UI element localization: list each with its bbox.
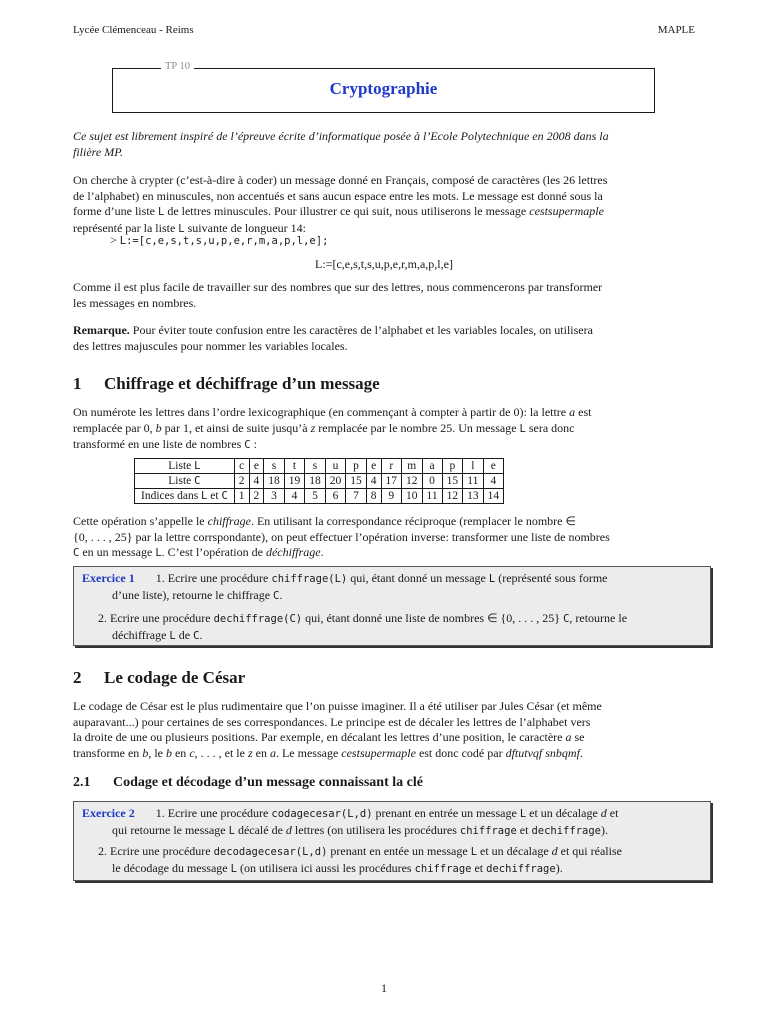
table-cell: c bbox=[234, 459, 249, 474]
table-cell: 18 bbox=[264, 474, 285, 489]
exercise-2-item-2: 2. Ecrire une procédure decodagecesar(L,d) prenant en entée un message L et un décalage d et qui réalise le décodage du message L (on utilisera ici aussi les procédures chiffrage et dechiffrage). bbox=[98, 844, 622, 875]
exercise-2-label: Exercice 2 bbox=[82, 806, 135, 820]
table-cell: 4 bbox=[483, 474, 504, 489]
table-cell: 19 bbox=[284, 474, 305, 489]
header-right: MAPLE bbox=[657, 24, 695, 36]
table-cell: e bbox=[366, 459, 381, 474]
exercise-1-box bbox=[73, 566, 711, 646]
table-row-header: Liste L bbox=[135, 459, 235, 474]
exercise-1-label: Exercice 1 bbox=[82, 571, 135, 585]
p2-line-1: Comme il est plus facile de travailler sur des nombres que sur des lettres, nous commencerons par transformer bbox=[73, 280, 603, 294]
maple-output-line: L:=[c,e,s,t,s,u,p,e,r,m,a,p,l,e] bbox=[315, 257, 453, 271]
table-row-codes bbox=[135, 474, 504, 489]
p1-line-3: forme d’une liste L de lettres minuscules. Pour illustrer ce qui suit, nous utiliserons le message cestsupermaple bbox=[73, 204, 604, 218]
remark-line-1: Remarque. Pour éviter toute confusion entre les caractères de l’alphabet et les variables locales, on utilisera bbox=[73, 323, 593, 337]
exercise-2-box bbox=[73, 801, 711, 881]
paragraph-1 bbox=[73, 173, 695, 237]
table-cell: 12 bbox=[402, 474, 423, 489]
subsection-2-1-heading: 2.1 Codage et décodage d’un message connaissant la clé bbox=[73, 775, 423, 790]
exercise-1-item-2: 2. Ecrire une procédure dechiffrage(C) qui, étant donné une liste de nombres ∈ {0, . . . , 25} C, retourne le déchiffrage L de C. bbox=[98, 611, 628, 642]
table-row-letters bbox=[135, 459, 504, 474]
table-cell: 14 bbox=[483, 489, 504, 504]
p1-line-2: de l’alphabet) en minuscules, non accentués et sans aucun espace entre les mots. Le message est donné sous la bbox=[73, 188, 603, 203]
table-cell: 9 bbox=[381, 489, 402, 504]
p1-line-4: représenté par la liste L suivante de longueur 14: bbox=[73, 220, 306, 235]
section-1-paragraph-1 bbox=[73, 405, 695, 454]
table-cell: a bbox=[422, 459, 442, 474]
table-cell: 7 bbox=[346, 489, 367, 504]
remark-paragraph bbox=[73, 323, 695, 354]
table-cell: 12 bbox=[442, 489, 463, 504]
page-number: 1 bbox=[381, 981, 387, 995]
title-box bbox=[112, 61, 655, 113]
s1p2-line-3: C en un message L. C’est l’opération de déchiffrage. bbox=[73, 545, 324, 559]
table-cell: s bbox=[305, 459, 326, 474]
table-cell: 1 bbox=[234, 489, 249, 504]
table-row-header: Liste C bbox=[135, 474, 235, 489]
s2p1-line-1: Le codage de César est le plus rudimentaire que l’on puisse imaginer. Il a été utiliser par Jules César (et même bbox=[73, 699, 602, 713]
table-cell: 0 bbox=[422, 474, 442, 489]
table-cell: 10 bbox=[402, 489, 423, 504]
table-row-header: Indices dans L et C bbox=[135, 489, 235, 504]
section-2-paragraph-1 bbox=[73, 699, 695, 761]
letter-code-table bbox=[134, 458, 504, 504]
exercise-2-item-1: Exercice 2 1. Ecrire une procédure codagecesar(L,d) prenant en entrée un message L et un décalage d et qui retourne le message L décalé de d lettres (on utilisera les procédures chiffrage et dechiffrage). bbox=[82, 806, 619, 837]
s2p1-line-3: la droite de une ou plusieurs positions. Par exemple, en décalant les lettres d’une position, le caractère a se bbox=[73, 730, 585, 744]
table-cell: m bbox=[402, 459, 423, 474]
s1p2-line-1: Cette opération s’appelle le chiffrage. En utilisant la correspondance réciproque (remplacer le nombre ∈ bbox=[73, 514, 576, 528]
exercise-1-item-1: Exercice 1 1. Ecrire une procédure chiffrage(L) qui, étant donné un message L (représenté sous forme d’une liste), retourne le chiffrage C. bbox=[82, 571, 608, 602]
p1-line-1: On cherche à crypter (c’est-à-dire à coder) un message donné en Français, composé de caractères (les 26 lettres bbox=[73, 173, 608, 187]
table-cell: 20 bbox=[325, 474, 346, 489]
table-cell: e bbox=[249, 459, 264, 474]
table-cell: p bbox=[346, 459, 367, 474]
table-cell: r bbox=[381, 459, 402, 474]
table-cell: p bbox=[442, 459, 463, 474]
p2-line-2: les messages en nombres. bbox=[73, 295, 197, 310]
table-cell: 15 bbox=[442, 474, 463, 489]
table-cell: 4 bbox=[249, 474, 264, 489]
section-2-heading: 2 Le codage de César bbox=[73, 668, 246, 687]
section-1-heading: 1 Chiffrage et déchiffrage d’un message bbox=[73, 374, 380, 393]
intro-line-1: Ce sujet est librement inspiré de l’épreuve écrite d’informatique posée à l’Ecole Polytechnique en 2008 dans la bbox=[73, 129, 609, 143]
table-cell: 17 bbox=[381, 474, 402, 489]
table-cell: 18 bbox=[305, 474, 326, 489]
table-cell: 11 bbox=[422, 489, 442, 504]
table-cell: 4 bbox=[284, 489, 305, 504]
table-cell: 5 bbox=[305, 489, 326, 504]
table-cell: 15 bbox=[346, 474, 367, 489]
table-cell: t bbox=[284, 459, 305, 474]
intro-paragraph bbox=[73, 129, 695, 160]
s1p1-line-2: remplacée par 0, b par 1, et ainsi de suite jusqu’à z remplacée par le nombre 25. Un message L sera donc bbox=[73, 420, 575, 435]
table-cell: u bbox=[325, 459, 346, 474]
paragraph-2 bbox=[73, 280, 695, 311]
table-cell: 3 bbox=[264, 489, 285, 504]
s1p1-line-1: On numérote les lettres dans l’ordre lexicographique (en commençant à compter à partir de 0): la lettre a est bbox=[73, 405, 592, 419]
header-left: Lycée Clémenceau - Reims bbox=[73, 24, 194, 36]
s1p2-line-2: {0, . . . , 25} par la lettre corrspondante), on peut effectuer l’opération inverse: transformer une liste de nombres bbox=[73, 529, 610, 544]
table-cell: l bbox=[463, 459, 484, 474]
table-cell: e bbox=[483, 459, 504, 474]
table-cell: 4 bbox=[366, 474, 381, 489]
maple-code-line: > L:=[c,e,s,t,s,u,p,e,r,m,a,p,l,e]; bbox=[110, 233, 329, 247]
document-title: Cryptographie bbox=[329, 79, 438, 98]
s2p1-line-2: auparavant...) pour certaines de ses correspondances. Le principe est de décaler les lettres de l’alphabet vers bbox=[73, 714, 591, 729]
table-cell: 8 bbox=[366, 489, 381, 504]
table-row-indices bbox=[135, 489, 504, 504]
table-cell: 11 bbox=[463, 474, 484, 489]
table-cell: 2 bbox=[234, 474, 249, 489]
s2p1-line-4: transforme en b, le b en c, . . . , et le z en a. Le message cestsupermaple est donc codé par dftutvqf snbqmf. bbox=[73, 745, 583, 760]
section-1-paragraph-2 bbox=[73, 514, 695, 562]
table-cell: s bbox=[264, 459, 285, 474]
s1p1-line-3: transformé en une liste de nombres C : bbox=[73, 437, 257, 451]
table-cell: 6 bbox=[325, 489, 346, 504]
intro-line-2: filière MP. bbox=[73, 144, 123, 159]
table-cell: 2 bbox=[249, 489, 264, 504]
table-cell: 13 bbox=[463, 489, 484, 504]
tp-label: TP 10 bbox=[161, 61, 194, 72]
remark-line-2: des lettres majuscules pour nommer les variables locales. bbox=[73, 338, 348, 353]
